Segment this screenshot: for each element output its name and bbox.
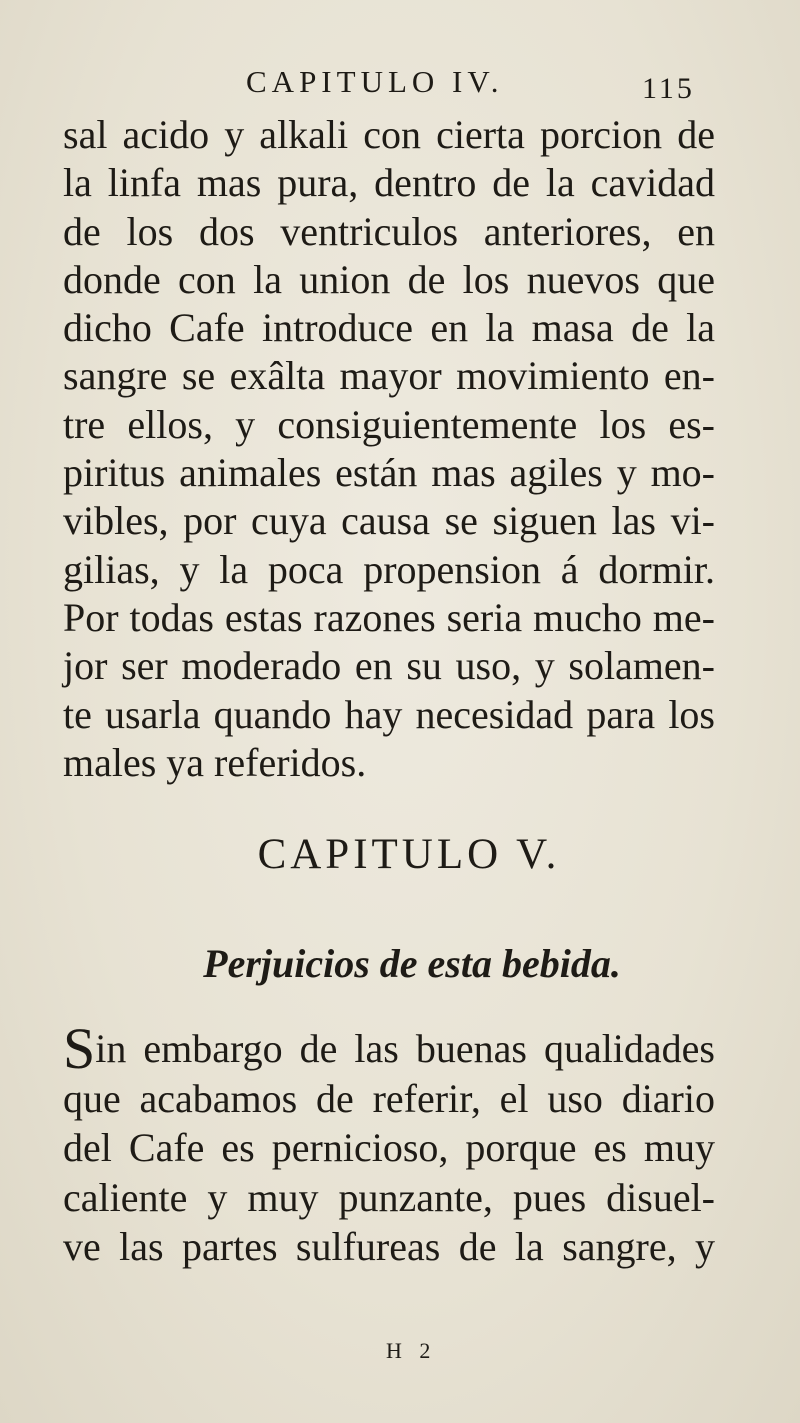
text-line: piritus animales están mas agiles y mo-: [63, 450, 715, 496]
text-line: dicho Cafe introduce en la masa de la: [63, 305, 715, 351]
text-line: sal acido y alkali con cierta porcion de: [63, 112, 715, 157]
text-line: gilias, y la poca propension á dormir.: [63, 546, 715, 592]
paragraph-opening: [63, 1016, 715, 1272]
text-line: vibles, por cuya causa se siguen las vi-: [63, 498, 715, 544]
page-number: 115: [642, 72, 695, 105]
text-line: te usarla quando hay necesidad para los: [63, 691, 715, 737]
paragraph-continued: [63, 111, 715, 787]
drop-cap: S: [63, 1016, 96, 1081]
chapter-heading: CAPITULO V.: [257, 831, 561, 878]
text-line: donde con la union de los nuevos que: [63, 256, 715, 302]
text-line: la linfa mas pura, dentro de la cavidad: [63, 160, 715, 206]
chapter-subtitle: Perjuicios de esta bebida.: [203, 941, 621, 986]
text-line: sangre se exâlta mayor movimiento en-: [63, 353, 715, 399]
text-line: Por todas estas razones seria mucho me-: [63, 594, 715, 640]
text-line-first-rest: in embargo de las buenas qualidades: [95, 1026, 715, 1071]
signature-mark: H 2: [386, 1338, 437, 1363]
text-line-first: [63, 1016, 715, 1081]
text-line: tre ellos, y consiguientemente los es-: [63, 401, 715, 447]
running-head-title: CAPITULO IV.: [246, 64, 504, 99]
text-line: caliente y muy punzante, pues disuel-: [63, 1174, 715, 1220]
text-line: del Cafe es pernicioso, porque es muy: [63, 1125, 715, 1170]
text-line: de los dos ventriculos anteriores, en: [63, 208, 715, 254]
text-line: jor ser moderado en su uso, y solamen-: [63, 643, 715, 689]
text-line: que acabamos de referir, el uso diario: [63, 1075, 715, 1121]
text-line: ve las partes sulfureas de la sangre, y: [63, 1224, 715, 1269]
text-line: males ya referidos.: [63, 739, 367, 785]
